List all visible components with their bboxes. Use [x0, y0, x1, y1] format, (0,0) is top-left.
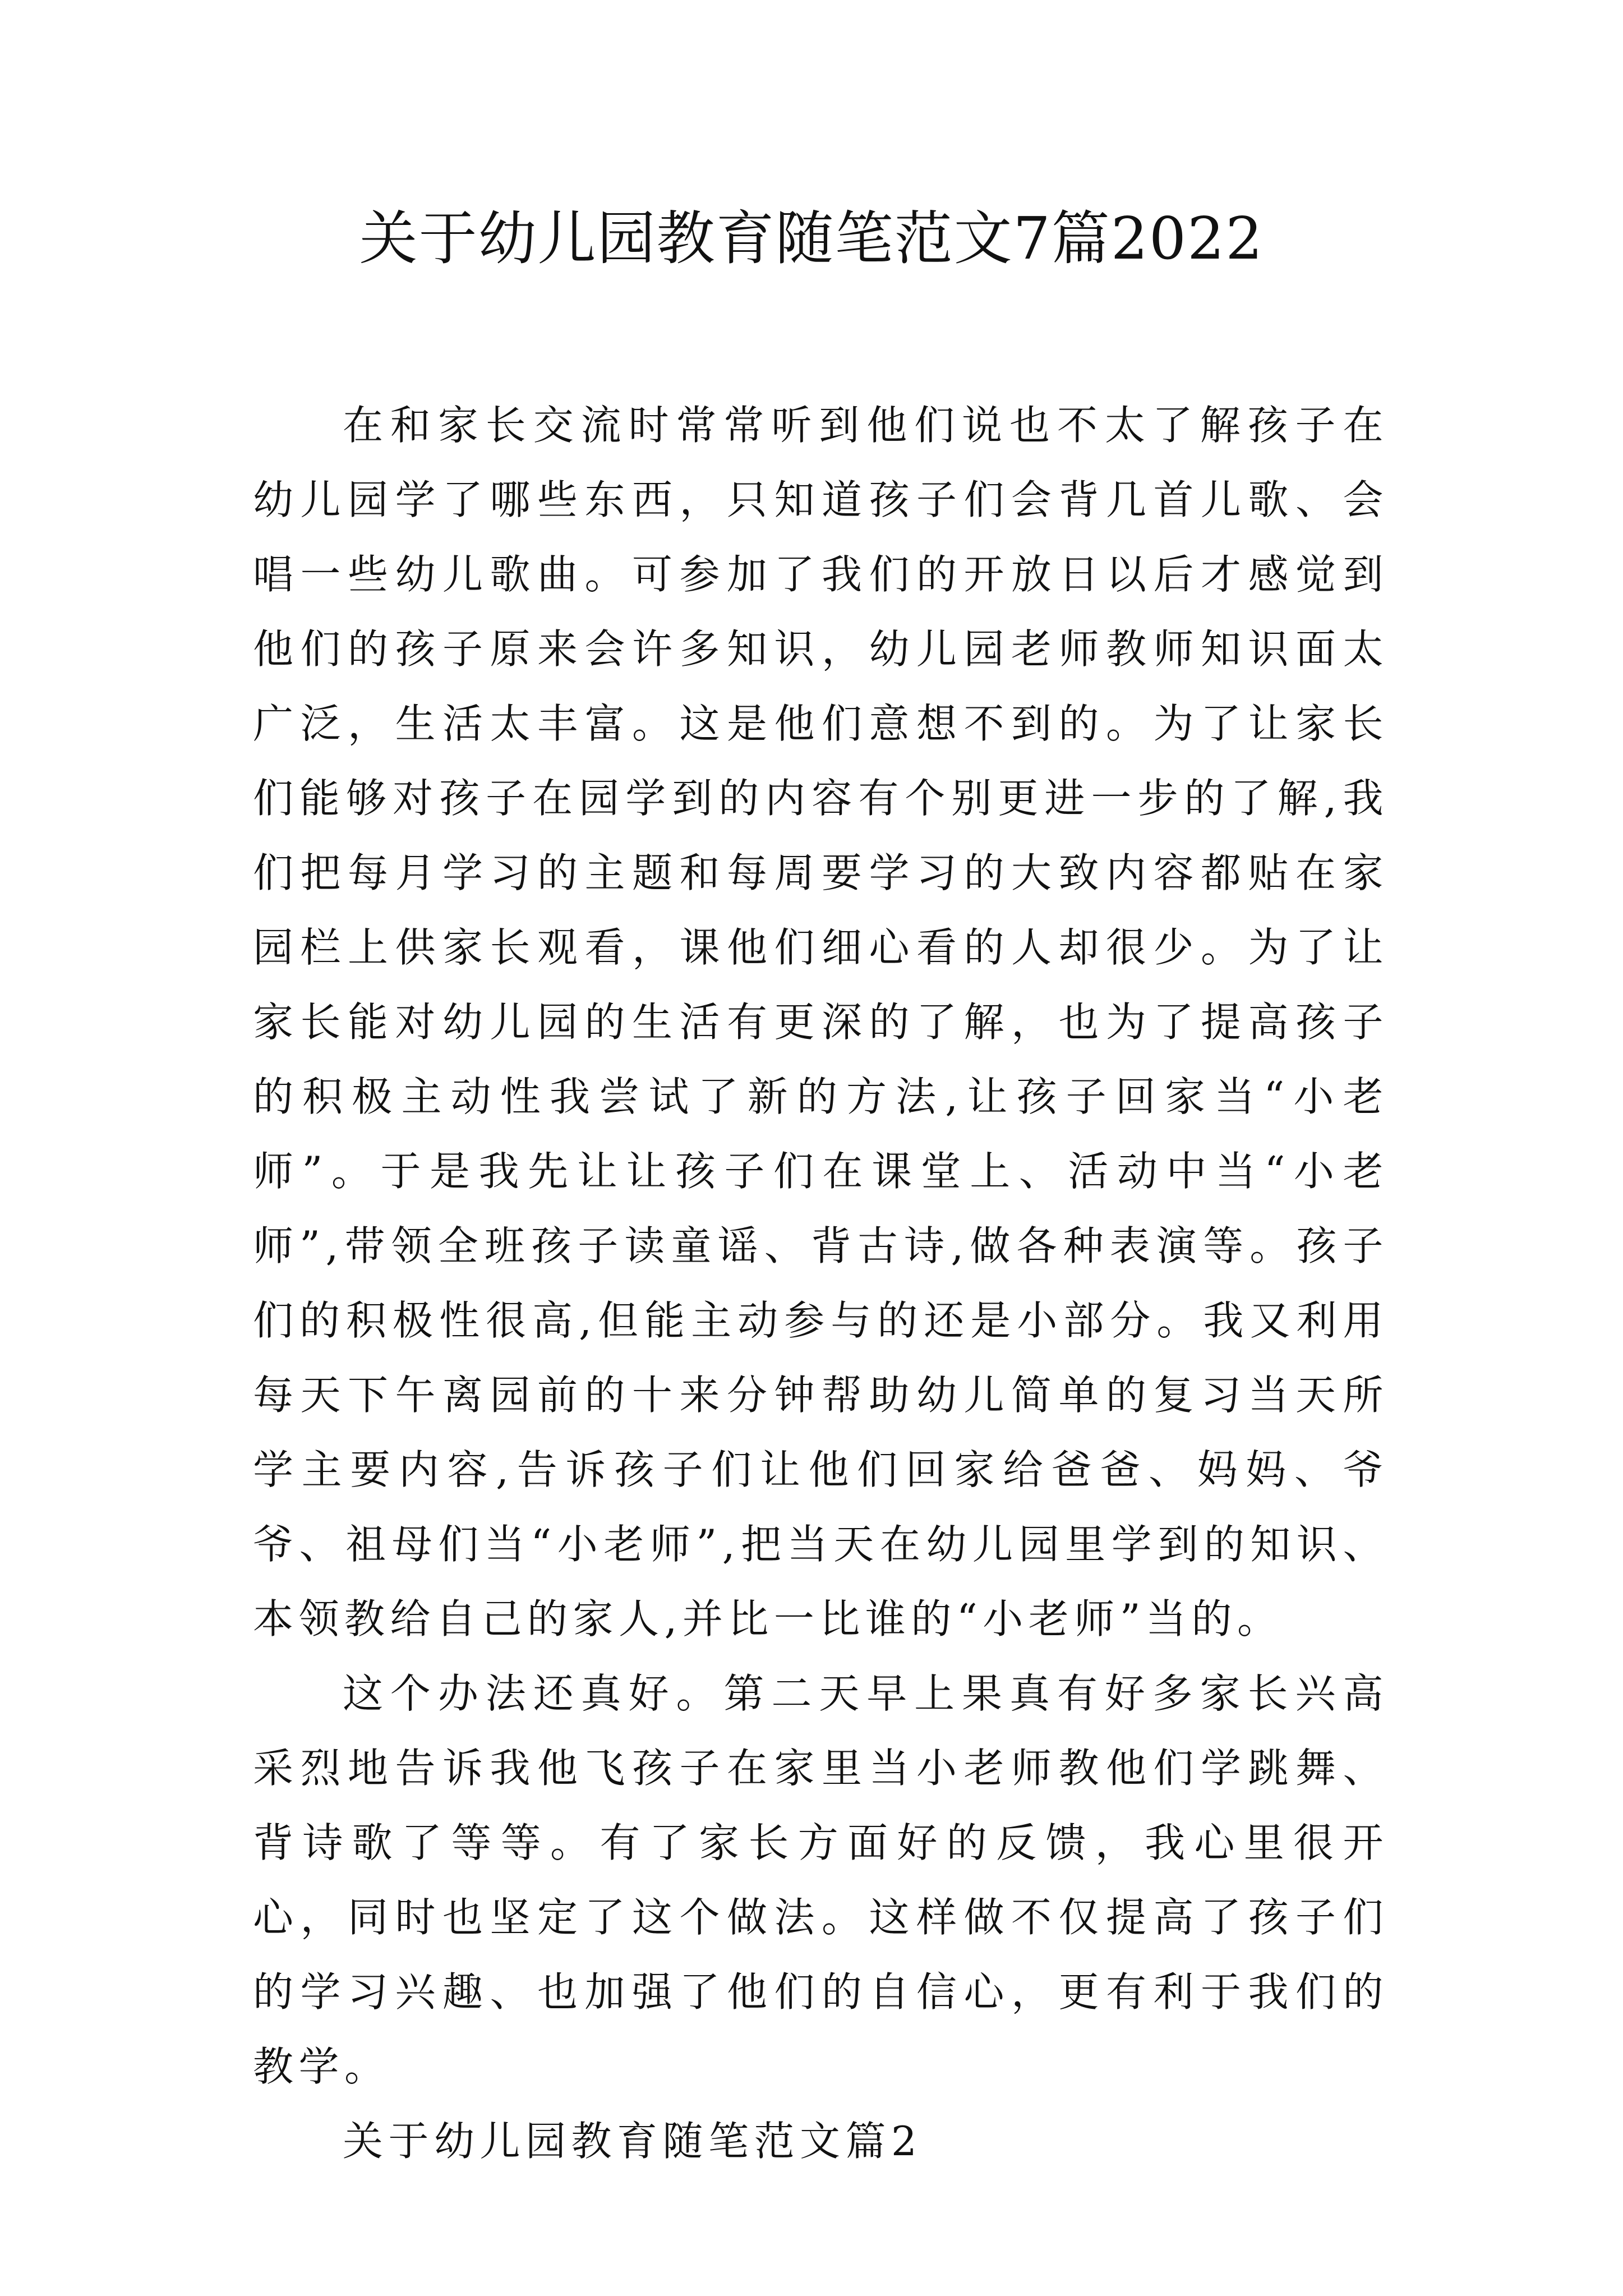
paragraph-1: 在和家长交流时常常听到他们说也不太了解孩子在幼儿园学了哪些东西，只知道孩子们会背几首儿歌、会唱一些幼儿歌曲。可参加了我们的开放日以后才感觉到他们的孩子原来会许多知识，幼儿园老师教师知识面太广泛，生活太丰富。这是他们意想不到的。为了让家长们能够对孩子在园学到的内容有个别更进一步的了解,我们把每月学习的主题和每周要学习的大致内容都贴在家园栏上供家长观看，课他们细心看的人却很少。为了让家长能对幼儿园的生活有更深的了解，也为了提高孩子的积极主动性我尝试了新的方法,让孩子回家当“小老师”。于是我先让让孩子们在课堂上、活动中当“小老师”,带领全班孩子读童谣、背古诗,做各种表演等。孩子们的积极性很高,但能主动参与的还是小部分。我又利用每天下午离园前的十来分钟帮助幼儿简单的复习当天所学主要内容,告诉孩子们让他们回家给爸爸、妈妈、爷爷、祖母们当“小老师”,把当天在幼儿园里学到的知识、本领教给自己的家人,并比一比谁的“小老师”当的。: [253, 402, 1389, 1642]
section-heading: 关于幼儿园教育随笔范文篇2: [343, 2118, 923, 2165]
paragraph-2: 这个办法还真好。第二天早上果真有好多家长兴高采烈地告诉我他飞孩子在家里当小老师教他们学跳舞、背诗歌了等等。有了家长方面好的反馈，我心里很开心，同时也坚定了这个做法。这样做不仅提高了孩子们的学习兴趣、也加强了他们的自信心，更有利于我们的教学。: [253, 1670, 1389, 2090]
document-title: 关于幼儿园教育随笔范文7篇2022: [359, 204, 1264, 273]
document-body: [253, 388, 1389, 2179]
